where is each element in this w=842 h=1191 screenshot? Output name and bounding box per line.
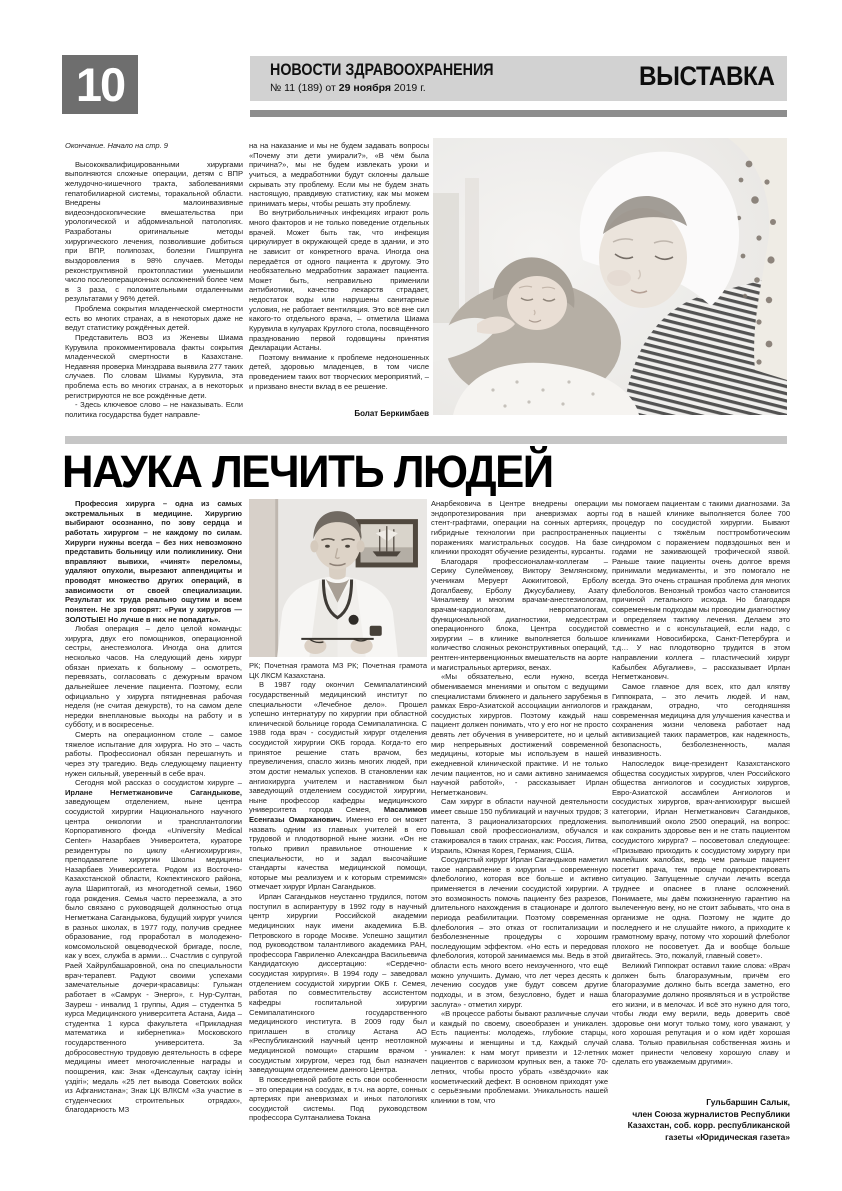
person-name-bold: Масалимов Есенгазы Омарханович.: [249, 805, 427, 824]
paragraph: Представитель ВОЗ из Женевы Шиама Курувила прокомментировала факты сокрытия младенческой смертности в Казахстане. Недавняя проверка Минздрава выявила 277 таких случаев. По словам Шиамы Курувила, эта проблема есть во многих странах, а в некоторых регистрируются не все рождённые дети.: [65, 332, 243, 400]
paragraph: Сосудистый хирург Ирлан Сагандыков наметил такое направление в хирургии – современную флебологию, которая все больше и активно применяется в лечении сосудистой хирургии. А это возможность помочь пациенту без разрезов, длительного нахождения в стационаре и долгого периода реабилитации. Поэтому современная флебология – это отказ от госпитализации и безболезненные процедуры с хорошим последующим эффектом. «Но есть и передовая флебология, которой занимаемся мы. Ведь в этой области есть много всего неизученного, что ещё можно улучшить. Думаю, что лет через десять к лечению сосудов уже будут совсем другие подходы, и в этом, безусловно, будет и наша заслуга» - отметил хирург.: [431, 855, 608, 1009]
masthead-title: НОВОСТИ ЗДРАВООХРАНЕНИЯ: [270, 60, 494, 79]
top-article-column-2: [249, 141, 429, 404]
paragraph: Высококвалифицированными хирургами выполняются сложные операции, детям с ВПР желудочно-кишечного тракта, заболеваниями гепатобилиарной системы, торакальной области. Внедрены малоинвазивные видеоэндоскопические вмешательства при урологической и абдоминальной патологиях. Разработаны оригинальные методы хирургического лечения, позволившие добиться при ВПР, полипозах, болезни Гишпрунга выздоровления в 98% случаев. Методы реконструктивной проктопластики уменьшили число послеоперационных осложнений более чем в 3 раза, с положительными отдаленными результатами у 96% детей.: [65, 159, 243, 304]
paragraph: мы помогаем пациентам с такими диагнозами. За год в нашей клинике выполняется более 700 процедур по сосудистой хирургии. Бывают пациенты с тяжёлым посттромботическим синдромом с поражением подвздошных вен и годами не заживающей трофической язвой. Раньше такие пациенты очень долгое время принимали медикаменты, и это помогало не всегда. Это очень страшная проблема для многих флебологов. Венозный тромбоз часто становится причиной летального исхода. Но благодаря современным подходам мы проводим диагностику и определяем тактику лечения. Делаем это совместно и с консультацией, если надо, с клиниками Новосибирска, Санкт-Петербурга и т.д… У нас плодотворно трудится в этом направлении коллега – пластический хирург Кабылбек Абугалиев», – рассказывает Ирлан Негметжанович.: [612, 499, 790, 682]
issue-date: 29 ноября: [338, 82, 391, 94]
section-label: ВЫСТАВКА: [639, 61, 775, 91]
paragraph: «В процессе работы бывают различные случаи и каждый по своему, своеобразен и уникален. Есть пациенты: молодежь, глубокие старцы, мужчины и женщины и т.д. Каждый случай уникален: к нам могут привезти и 12-летних пациентов с варикозом крупных вен, а также 70-летних, чтобы просто убрать «звёздочки» как косметический дефект. В основном приходят уже с серьёзными проблемами. Уникальность нашей клиники в том, что: [431, 1009, 608, 1105]
paragraph: Смерть на операционном столе – самое тяжелое испытание для хирурга. Но это – часть работы. Профессионал обязан перешагнуть и через эту трагедию. Ведь следующему пациенту нужен сильный, уверенный в себе врач.: [65, 730, 242, 778]
main-article-column-2-text: [249, 661, 427, 1123]
masthead-banner: [250, 56, 787, 101]
paragraph: «Мы обязательно, если нужно, всегда обмениваемся мнениями и опытом с ведущими специалистами ближнего и дальнего зарубежья в рамках Евро-Азиатской ассоциации ангиологов и сосудистых хирургов. Поэтому каждый наш пациент должен понимать, что у его ног не просто девять лет обучения в университете, но и целый мир непрерывных достижений современной медицины, которые мы используем в нашей ежедневной клинической практике. И не только лечим пациентов, но и сами активно занимаемся научной работой», - рассказывает Ирлан Негметжанович.: [431, 672, 608, 797]
paragraph: [65, 778, 242, 1115]
paragraph: РК; Почетная грамота МЗ РК; Почетная грамота ЦК ЛКСМ Казахстана.: [249, 661, 427, 680]
signature-line: Казахстан, соб. корр. республиканской: [627, 1120, 790, 1130]
author-signature: [612, 1097, 790, 1143]
issue-line: [270, 82, 426, 94]
paragraph: Благодаря профессионалам-коллегам – Серику Сулейменову, Виктору Землянскому, ученикам Меруерт Акжигитовой, Ерболу Догалбаеву, Ерболу Джусубалиеву, Азату Чиналиеву и многим врачам-анестезиологам, врачам-кардиологам, невропатологам, функциональной диагностики, медсестрам операционного блока, Центра сосудистой хирургии – в клинике выполняется большое количество сложных реконструктивных операций, рентген-интервенционных вмешательств на аорте и магистральных артериях, венах.: [431, 556, 608, 672]
paragraph: Анарбековича в Центре внедрены операции эндопротезирования при аневризмах аорты стент-графтами, операции на сонных артериях, гибридные технологии при распространенных поражениях магистральных сосудов. На базе клиники проходят обучение резиденты, курсанты.: [431, 499, 608, 557]
signature-line: Гульбаршин Салык,: [706, 1097, 790, 1107]
paragraph: Проблема сокрытия младенческой смертности есть во многих странах, а в некоторых даже не ведут статистику рождённых детей.: [65, 304, 243, 333]
paragraph: Поэтому внимание к проблеме недоношенных детей, здоровью младенцев, в том числе проведением таких вот творческих мероприятий, – и призвано внести вклад в ее решение.: [249, 352, 429, 391]
main-article-column-1: [65, 499, 242, 1160]
paragraph-text: Сегодня мой рассказ о сосудистом хирурге –: [75, 778, 242, 788]
signature-line: газеты «Юридическая газета»: [665, 1131, 790, 1142]
section-divider: [65, 436, 787, 444]
person-name-bold: Ирлане Негметжановиче Сагандыкове,: [65, 787, 242, 797]
mother-baby-photo: [433, 138, 787, 415]
paragraph: Напоследок вице-президент Казахстанского общества сосудистых хирургов, член Российского общества ангиологов и сосудистых хирургов, Евро-Азиатской ассамблеи Ангиологов и сосудистых хирургов, врач-ангиохирург высшей категории, Ирлан Негметжанович Сагандыков, выполнивший около 2500 операций, на вопрос: как сохранить здоровье вен и не стать пациентом сосудистого хирурга? – посоветовал следующее: «Призываю приходить к сосудистому хирургу при малейших жалобах, ведь чем раньше пациент посетит врача, тем проще подкорректировать ситуацию. Запущенные случаи лечить всегда труднее и опаснее в плане осложнений. Понимаете, мы даём пожизненную гарантию на вылеченную вену, но не стоит забывать, что она в организме не одна. Поэтому не ждите до последнего и не слушайте никого, а приходите к грамотному врачу, потому что хороший флеболог плохого не посоветует. Да и вообще больше двигайтесь. Это, пожалуй, главный совет».: [612, 758, 790, 961]
doctor-portrait-photo: [249, 499, 427, 657]
paragraph: на на наказание и мы не будем задавать вопросы «Почему эти дети умирали?», «В чём была причина?», мы не будем извлекать уроки и учиться, а медработники будут склонны дальше скрывать эту проблему. Если мы не будем знать настоящую, правдивую статистику, как мы можем принимать меры, чтобы решать эту проблему.: [249, 141, 429, 208]
continuation-note: Окончание. Начало на стр. 9: [65, 141, 168, 150]
paragraph: - Здесь ключевое слово – не наказывать. Если политика государства будет направле-: [65, 400, 243, 419]
lead-paragraph: Профессия хирурга – одна из самых экстремальных в медицине. Хирургию выбирают осознанно, по зову сердца и работать хирургом – не каждому по силам. Хирурги нужны всегда – без них невозможно представить больницу или поликлинику. Они вправляют вывихи, «чинят» переломы, удаляют опухоли, вырезают аппендициты и проводят множество других операций, в зависимости от своей специализации. Результат их труда реально ощутим и всем понятен. Не зря говорят: «Руки у хирургов — ЗОЛОТЫЕ! Но лучше в них не попадать».: [65, 499, 242, 624]
paragraph: [249, 680, 427, 892]
paragraph-text: Именно его он может назвать одним из главных учителей в его трудовой и плодотворной ныне жизни. «Он не только привил правильное отношение к специальности, но и задал высочайшие стандарты качества медицинской помощи, которые мы реализуем и к которым стремимся» отмечает хирург Ирлан Сагандыков.: [249, 815, 427, 892]
top-article-byline: Болат Беркимбаев: [354, 409, 429, 418]
signature-line: член Союза журналистов Республики: [632, 1108, 790, 1119]
paragraph-text: заведующем отделением, ныне центра сосудистой хирургии Национального научного центра онкологии и трансплантологии Корпоративного фонда «University Medical Center» Назарбаев Университета, кураторе резидентуры по циклу «Ангиохирургия», преподавателе хирургии Школы медицины Назарбаев Университета. Родом из Восточно-Казахстанской области, Кокпектинского района, аула Шариптогай, из многодетной семьи, 1960 года рождения. Семья часто переезжала, а это было связано с руководящей должностью отца Негметжана Сагандыкова, будущий хирург учился в разных школах, в 1977 году, получив среднее образование, год проработал в молодежно-комсомольской овцеводческой бригаде, после, как у всех, служба в армии… Счастлив с супругой Раей Хайрулбашаровной, она по специальности врач-терапевт. Радуют своими успехами замечательные дочери-красавицы: Гульжан работает в «Самрук - Энерго», г. Нур-Султан, Зауреш - инвалид 1 группы, Адия – студентка 5 курса Медицинского университета Астана, Аида – студентка 1 курса факультета «Прикладная математика и кибернетика» Московского государственного университета. За добросовестную трудовую деятельность в сфере медицины имеет многочисленные награды и поощрения, как: Знак «Денсаулық сақтау ісінің үздігі»; медаль «25 лет вывода Советских войск из Афганистана»; Знак ЦК ВЛКСМ «За участие в студенческих строительных отрядах», благодарность МЗ: [65, 797, 242, 1115]
paragraph-text: В 1987 году окончил Семипалатинский государственный медицинский институт по специальности «Лечебное дело». Прошел успешно интернатуру по хирургии при областной клинической больнице города Семипалатинска. С 1988 года врач - сосудистый хирург отделения сосудистой хирургии ОКБ города. Когда-то его принятое решение стать врачом, без преувеличения, спасло жизнь многих людей, при этом достиг немалых успехов. В становлении как ангиохирурга учителем и наставником был заведующий отделением сосудистой хирургии, ныне профессор кафедры медицинского университета города Семея,: [249, 680, 427, 815]
paragraph: Ирлан Сагандыков неустанно трудился, потом поступил в аспирантуру в 1992 году в научный центр хирургии Российской академии медицинских наук имени академика Б.В. Петровского в городе Москве. Успешно защитил под руководством талантливого академика РАН, профессора Гавриленко Александра Васильевича Кандидатскую диссертацию: «Сердечно-сосудистая хирургия». В 1994 году – заведовал отделением сосудистой хирургии ОКБ г. Семея, работая по совместительству ассистентом кафедры госпитальной хирургии Семипалатинского государственного медицинского института. В 2009 году был приглашен в столицу Астана АО «Республиканский научный центр неотложной медицинской помощи» старшим врачом - сосудистым хирургом, через год был назначен заведующим отделением данного Центра.: [249, 892, 427, 1075]
page-number-box: [62, 55, 138, 114]
paragraph: Великий Гиппократ оставил такие слова: «Врач должен быть благоразумным, причём его благоразумие должно быть всегда заметно, его благоразумие должно проявляться и в устройстве его жизни, и в мелочах. И всё это нужно для того, чтобы люди ему верили, ведь доверить своё здоровье они могут только тому, кого уважают, у кого хорошая репутация и о ком идёт хорошая слава. Только правильная собственная жизнь и может принести человеку хорошую славу и сделать его уважаемым другими».: [612, 961, 790, 1067]
main-article-column-4: [612, 499, 790, 1091]
paragraph: Любая операция – дело целой команды: хирурга, двух его помощников, операционной сестры, анестезиолога. Иногда она длится несколько часов. На следующий день хирург обязан приехать к больному – осмотреть, перевязать, согласовать с дежурным врачом дальнейшее лечение пациента. Поэтому, если официально у хирурга пятидневная рабочая неделя (не считая дежурств), то на самом деле нередки внеплановые выходы на работу и в субботу, и в воскресенье.: [65, 624, 242, 730]
top-article-column-1: [65, 141, 243, 433]
issue-number: № 11 (189) от: [270, 82, 339, 94]
page-number: 10: [75, 58, 125, 111]
header-divider-bar: [250, 110, 787, 117]
article-headline: НАУКА ЛЕЧИТЬ ЛЮДЕЙ: [62, 446, 553, 497]
paragraph: Во внутрибольничных инфекциях играют роль много факторов и не только поведение отдельных врачей. Может быть так, что инфекция циркулирует в окружающей среде в здании, и это не зависит от конкретного врача. Иногда она передаётся от одного пациента к другому. Это необязательно медработник заражает пациента. Может быть, неправильно применили антибиотики, качество лекарств страдает, недостаток воды или нарушены санитарные условия, не работает вентиляция. Это всё вне сил какого-то отдельного врача, – отметила Шиама Курувила в кулуарах Круглого стола, посвящённого празднованию первой годовщины принятия Декларации Астаны.: [249, 208, 429, 353]
issue-year: 2019 г.: [391, 82, 426, 94]
paragraph: Самое главное для всех, кто дал клятву Гиппократа, – это лечить людей. И нам, гражданам, отрадно, что сегодняшняя современная медицина для улучшения качества и сохранения жизни человека работает над активизацией таких параметров, как надежность, безопасность, безболезненность, малая инвазивность.: [612, 681, 790, 759]
main-article-column-2: [249, 499, 427, 1160]
main-article-column-3: [431, 499, 608, 1160]
paragraph: В повседневной работе есть свои особенности – это операции на сосудах, в т.ч. на аорте, сонных артериях при аневризмах и иных патологиях сосудистой системы. Под руководством профессора Султаналиева Токана: [249, 1074, 427, 1123]
paragraph: Сам хирург в области научной деятельности имеет свыше 150 публикаций и научных трудов; 3 патента, 3 рационализаторских предложения. Повышал свой профессионализм, обучался и стажировался в таких странах, как: Россия, Литва, Израиль, Южная Корея, Германия, США.: [431, 797, 608, 855]
